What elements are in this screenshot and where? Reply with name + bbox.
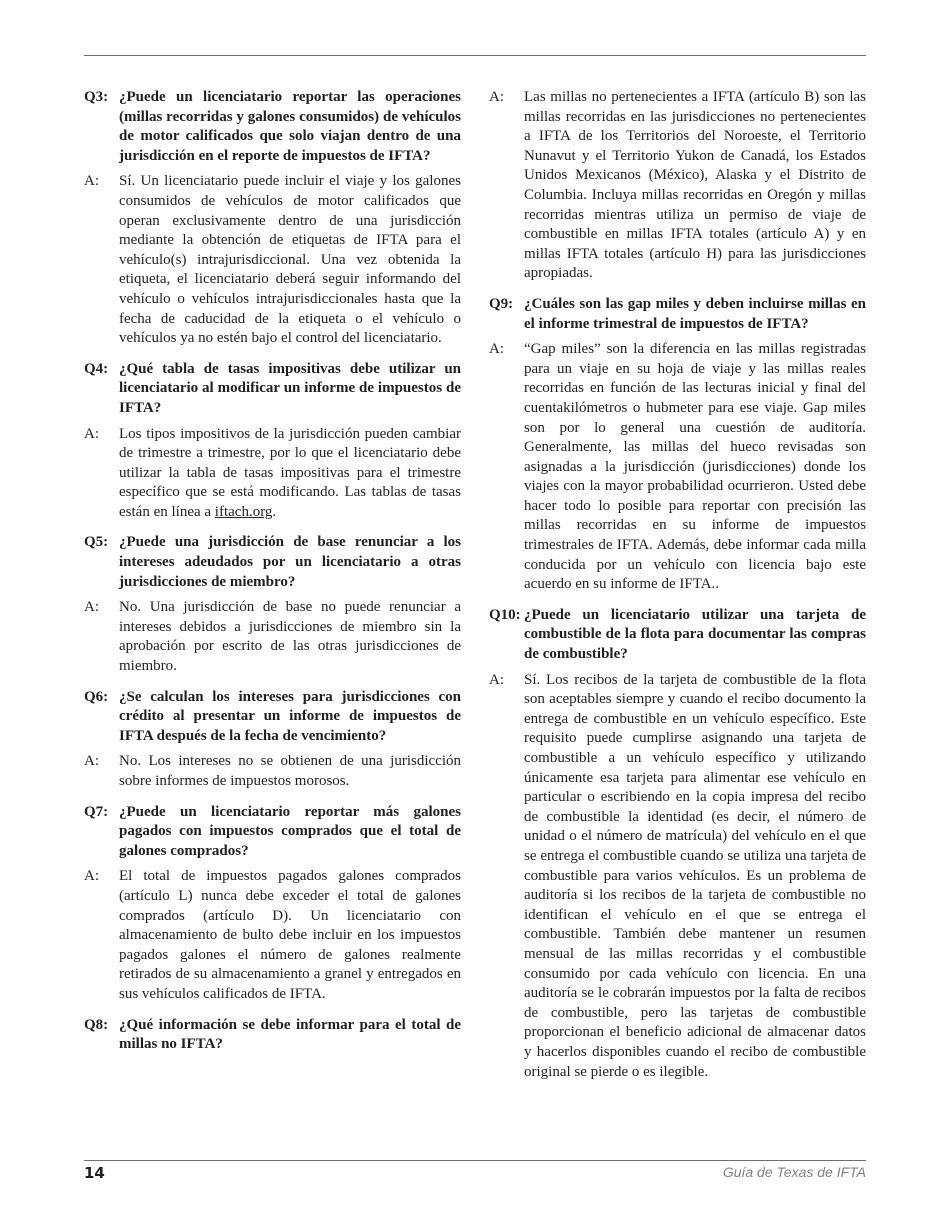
question-q3: Q3: ¿Puede un licenciatario reportar las operaciones (millas recorridas y galones consumidos) de vehículos de motor calificados que solo viajan dentro de una jurisdicción en el reporte de impuestos de IFTA? (84, 89, 461, 164)
left-column (84, 88, 461, 1061)
right-column (489, 88, 866, 1082)
question-q7: Q7: ¿Puede un licenciatario reportar más galones pagados con impuestos comprados que el total de galones comprados? (84, 803, 461, 859)
answer-q3: A: Sí. Un licenciatario puede incluir el viaje y los galones consumidos de vehículos de motor calificados que operan exclusivamente dentro de una jurisdicción mediante la obtención de etiquetas de IFTA para el vehículo(s) intrajurisdiccional. Una vez obtenida la etiqueta, el licenciatario deberá seguir informando del vehículo o vehículos intrajurisdiccionales hasta que la fecha de caducidad de la etiqueta o el vehículo o vehículos ya no estén bajo el control del licenciatario. (84, 173, 461, 347)
question-q6: Q6: ¿Se calculan los intereses para jurisdicciones con crédito al presentar un informe de impuestos de IFTA después de la fecha de vencimiento? (84, 688, 461, 744)
answer-q4-text: Los tipos impositivos de la jurisdicción pueden cambiar de trimestre a trimestre, por lo que el licenciatario debe utilizar la tabla de tasas impositivas para el trimestre específico que se está modificando. Las tablas de tasas están en línea a (119, 425, 461, 520)
answer-q4: A: Los tipos impositivos de la jurisdicción pueden cambiar de trimestre a trimestre, por lo que el licenciatario debe utilizar la tabla de tasas impositivas para el trimestre específico que se está modificando. Las tablas de tasas están en línea a iftach.org. (84, 425, 461, 520)
page-number: 14 (84, 1164, 105, 1182)
header-rule (84, 55, 866, 56)
answer-q8: A: Las millas no pertenecientes a IFTA (artículo B) son las millas recorridas en las jurisdicciones no pertenecientes a IFTA de los Territorios del Noroeste, el Territorio Nunavut y el Territorio Yukon de Canadá, los Estados Unidos Mexicanos (México), Alaska y el Distrito de Columbia. Incluya millas recorridas en Oregón y millas recorridas mientras utiliza un permiso de viaje de combustible en millas IFTA totales (artículo A) y en millas IFTA totales (artículo H) para las jurisdicciones apropiadas. (489, 89, 866, 282)
answer-q6: A: No. Los intereses no se obtienen de una jurisdicción sobre informes de impuestos morosos. (84, 753, 461, 789)
answer-q5: A: No. Una jurisdicción de base no puede renunciar a intereses debidos a jurisdicciones de miembro sin la aprobación por escrito de las otras jurisdicciones de miembro. (84, 599, 461, 675)
answer-q10: A: Sí. Los recibos de la tarjeta de combustible de la flota son aceptables siempre y cuando el recibo documento la entrega de combustible en un vehículo específico. Este requisito puede cumplirse asignando una tarjeta de combustible a un vehículo específico y utilizando únicamente esa tarjeta para alimentar ese vehículo en particular o escribiendo en la copia impresa del recibo de combustible la identidad (es decir, el número de unidad o el número de matrícula) del vehículo en el que se entrega el combustible cuando se utiliza una tarjeta de combustible para varios vehículos. Es un problema de auditoría si los recibos de la tarjeta de combustible no identifican el vehículo en el que se entrega el combustible. También debe mantener un resumen mensual de las millas recorridas y el combustible consumido por cada vehículo con licencia. En una auditoría se le cobrarán impuestos por la falta de recibos de combustible, pero las tarjetas de combustible proporcionan el beneficio adicional de almacenar datos y hacerlos disponibles cuando el recibo de combustible original se pierde o es ilegible. (489, 671, 866, 1080)
question-q4: Q4: ¿Qué tabla de tasas impositivas debe utilizar un licenciatario al modificar un informe de impuestos de IFTA? (84, 360, 461, 416)
footer-title: Guía de Texas de IFTA (722, 1164, 866, 1180)
iftach-link[interactable]: iftach.org (214, 503, 273, 520)
answer-q9: A: “Gap miles” son la diferencia en las millas registradas para un viaje en su hoja de viaje y las millas reales recorridas en función de las lecturas inicial y final del cuentakilómetros o hubmeter para ese viaje. Gap miles son por lo general una cuestión de auditoría. Generalmente, las millas del hueco revisadas son asignadas a la jurisdicción (jurisdicciones) donde los viajes con la mayor probabilidad ocurrieron. Usted debe hacer todo lo posible para reportar con precisión las millas recorridas en su informe de impuestos trimestrales de IFTA. Además, debe informar cada milla conducida por un vehículo con licencia bajo este acuerdo en su informe de IFTA.. (489, 341, 866, 593)
question-q9: Q9: ¿Cuáles son las gap miles y deben incluirse millas en el informe trimestral de impuestos de IFTA? (489, 295, 866, 332)
question-q5: Q5: ¿Puede una jurisdicción de base renunciar a los intereses adeudados por un licenciatario a otras jurisdicciones de miembro? (84, 534, 461, 590)
answer-q7: A: El total de impuestos pagados galones comprados (artículo L) nunca debe exceder el total de galones comprados (artículo D). Un licenciatario con almacenamiento de bulto debe incluir en los impuestos pagados galones el número de galones realmente retirados de su almacenamiento a granel y entregados en sus vehículos calificados de IFTA. (84, 868, 461, 1002)
question-q10: Q10: ¿Puede un licenciatario utilizar una tarjeta de combustible de la flota para documentar las compras de combustible? (489, 606, 866, 663)
footer-rule (84, 1160, 866, 1161)
question-q8: Q8: ¿Qué información se debe informar para el total de millas no IFTA? (84, 1016, 461, 1053)
